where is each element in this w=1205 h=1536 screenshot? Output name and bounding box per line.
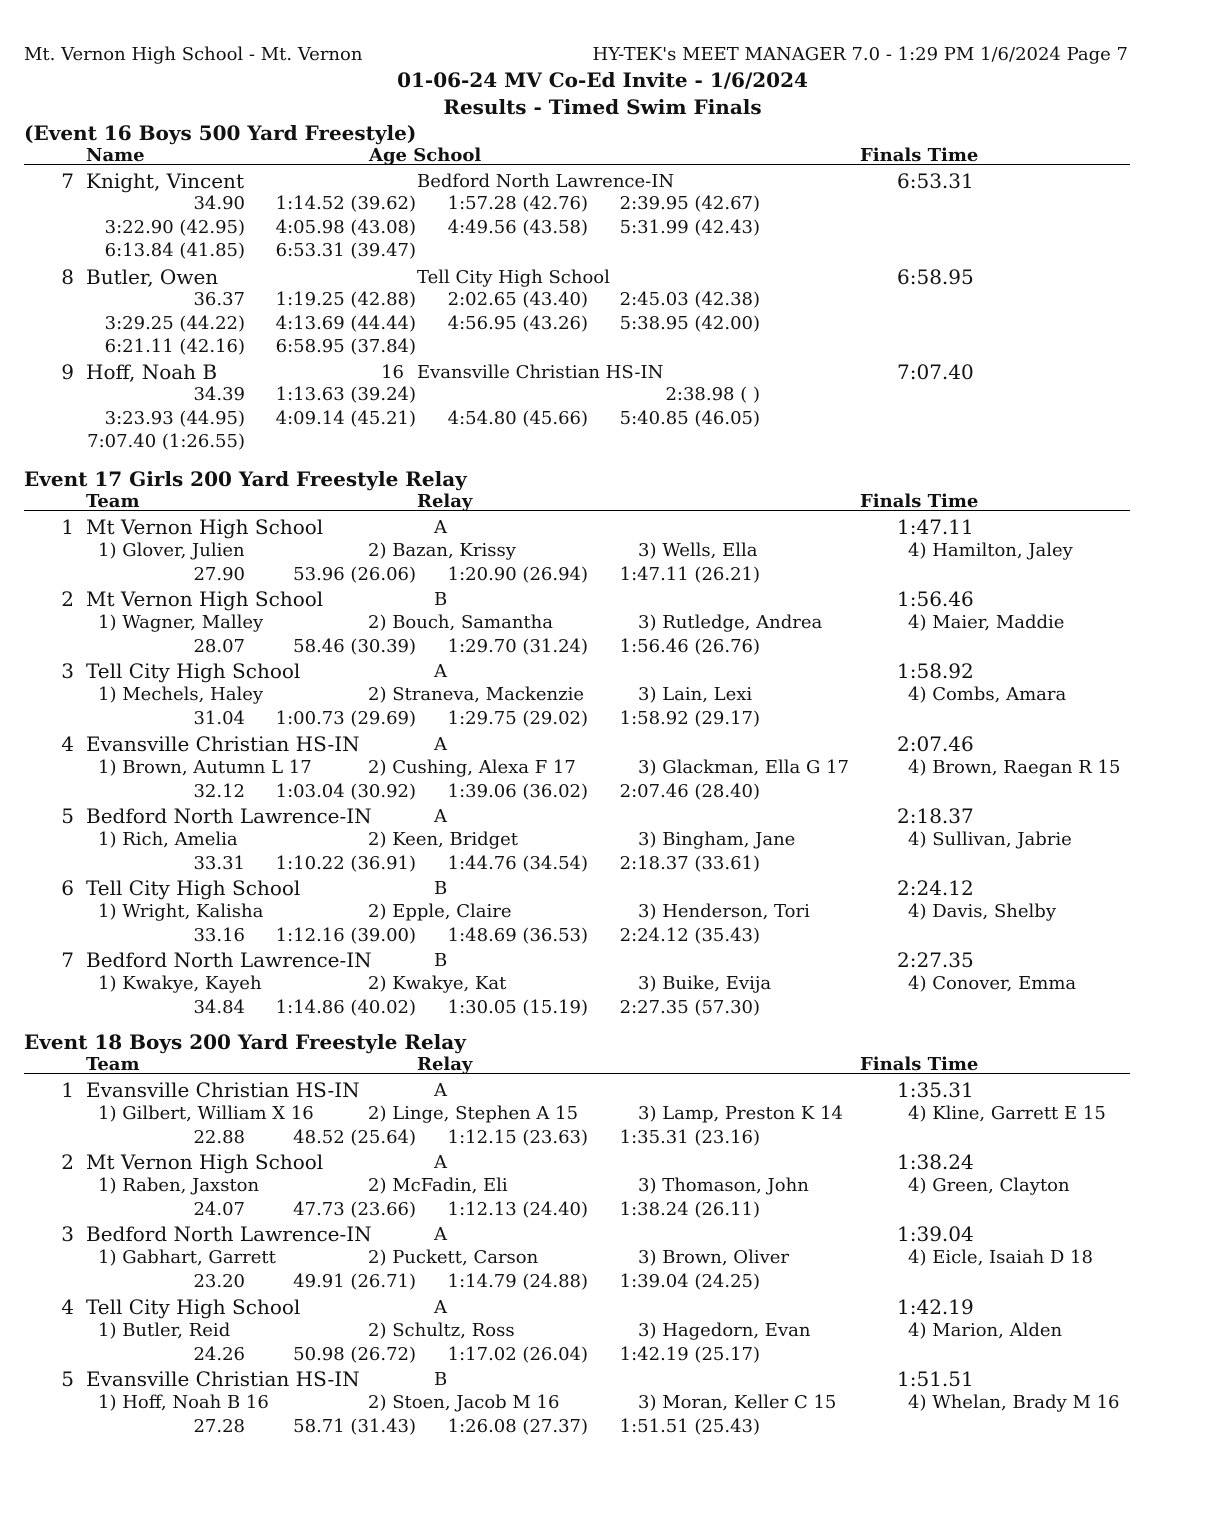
split-time: 3:22.90 (42.95) <box>104 216 245 238</box>
relay-swimmer: 3) Lamp, Preston K 14 <box>638 1103 843 1124</box>
split-time: 1:14.86 (40.02) <box>275 997 416 1019</box>
finals-time: 1:56.46 <box>897 587 974 612</box>
relay-swimmer: 4) Davis, Shelby <box>908 901 1056 922</box>
split-time: 1:47.11 (26.21) <box>619 564 760 585</box>
team-name: Evansville Christian HS-IN <box>86 1078 360 1102</box>
split-time: 1:03.04 (30.92) <box>275 780 416 802</box>
relay-swimmer: 2) Bazan, Krissy <box>368 540 516 561</box>
place: 7 <box>61 169 74 193</box>
relay-letter: B <box>434 1368 448 1390</box>
split-time: 24.07 <box>193 1199 245 1221</box>
split-time: 6:58.95 (37.84) <box>275 336 416 357</box>
col-finals-header: Finals Time <box>860 491 979 512</box>
finals-time: 7:07.40 <box>897 360 974 384</box>
split-time: 2:24.12 (35.43) <box>619 925 760 946</box>
split-time: 5:31.99 (42.43) <box>619 216 760 238</box>
relay-swimmer: 1) Glover, Julien <box>98 540 245 561</box>
place: 5 <box>61 1366 74 1391</box>
split-time: 2:45.03 (42.38) <box>619 289 760 310</box>
split-time: 3:29.25 (44.22) <box>104 312 245 334</box>
relay-swimmer: 4) Combs, Amara <box>908 684 1067 706</box>
relay-swimmer: 1) Raben, Jaxston <box>98 1175 260 1197</box>
finals-time: 1:58.92 <box>897 659 974 684</box>
split-time: 5:40.85 (46.05) <box>619 407 760 429</box>
relay-letter: B <box>434 878 448 899</box>
place: 1 <box>61 1078 74 1102</box>
split-time: 2:27.35 (57.30) <box>619 997 760 1019</box>
relay-swimmer: 3) Henderson, Tori <box>638 901 810 922</box>
split-time: 1:35.31 (23.16) <box>619 1127 760 1148</box>
split-time: 1:56.46 (26.76) <box>619 636 760 658</box>
col-age-school-header: Age School <box>369 145 482 166</box>
split-time: 50.98 (26.72) <box>293 1343 416 1365</box>
split-time: 5:38.95 (42.00) <box>619 312 760 334</box>
relay-swimmer: 3) Moran, Keller C 15 <box>638 1391 837 1413</box>
relay-letter: B <box>434 950 448 972</box>
place: 5 <box>61 803 74 828</box>
relay-letter: A <box>434 1152 447 1174</box>
split-time: 1:29.70 (31.24) <box>447 636 588 658</box>
relay-swimmer: 1) Butler, Reid <box>98 1319 231 1341</box>
split-time: 2:39.95 (42.67) <box>619 193 760 214</box>
split-time: 1:39.06 (36.02) <box>447 780 588 802</box>
split-time: 27.90 <box>193 564 245 585</box>
relay-swimmer: 2) Straneva, Mackenzie <box>368 684 584 706</box>
split-time: 2:02.65 (43.40) <box>447 289 588 310</box>
col-team-header: Team <box>86 1054 140 1075</box>
split-time: 1:57.28 (42.76) <box>447 193 588 214</box>
relay-swimmer: 1) Hoff, Noah B 16 <box>98 1391 269 1413</box>
relay-swimmer: 4) Kline, Garrett E 15 <box>908 1103 1106 1124</box>
team-name: Evansville Christian HS-IN <box>86 1366 360 1391</box>
team-name: Bedford North Lawrence-IN <box>86 803 372 828</box>
split-time: 1:42.19 (25.17) <box>619 1343 760 1365</box>
split-time: 1:26.08 (27.37) <box>447 1415 588 1437</box>
place: 4 <box>61 731 74 756</box>
split-time: 1:14.79 (24.88) <box>447 1271 588 1293</box>
split-time: 48.52 (25.64) <box>293 1127 416 1148</box>
relay-swimmer: 1) Wagner, Malley <box>98 612 264 634</box>
split-time: 47.73 (23.66) <box>293 1199 416 1221</box>
split-time: 36.37 <box>193 289 245 310</box>
header-left: Mt. Vernon High School - Mt. Vernon <box>24 44 363 65</box>
split-time: 1:00.73 (29.69) <box>275 708 416 730</box>
split-time: 6:53.31 (39.47) <box>275 240 416 261</box>
meet-title: 01-06-24 MV Co-Ed Invite - 1/6/2024 <box>397 68 808 92</box>
split-time: 1:30.05 (15.19) <box>447 997 588 1019</box>
split-time: 1:20.90 (26.94) <box>447 564 588 585</box>
team-name: Mt Vernon High School <box>86 515 324 539</box>
split-time: 31.04 <box>193 708 245 730</box>
swimmer-name: Knight, Vincent <box>86 169 244 193</box>
split-time: 1:14.52 (39.62) <box>275 193 416 214</box>
relay-letter: A <box>434 805 447 827</box>
relay-swimmer: 2) Puckett, Carson <box>368 1247 539 1269</box>
relay-swimmer: 1) Kwakye, Kayeh <box>98 973 262 995</box>
team-name: Tell City High School <box>86 659 301 684</box>
split-time: 6:13.84 (41.85) <box>104 240 245 261</box>
relay-letter: A <box>434 1080 447 1101</box>
split-time: 1:39.04 (24.25) <box>619 1271 760 1293</box>
split-time: 33.16 <box>193 925 245 946</box>
finals-time: 1:39.04 <box>897 1222 974 1247</box>
split-time: 7:07.40 (1:26.55) <box>87 431 245 452</box>
relay-swimmer: 3) Brown, Oliver <box>638 1247 790 1269</box>
relay-letter: A <box>434 517 447 538</box>
relay-letter: A <box>434 733 447 755</box>
school-name: Evansville Christian HS-IN <box>417 362 664 383</box>
split-time: 22.88 <box>193 1127 245 1148</box>
relay-swimmer: 4) Hamilton, Jaley <box>908 540 1073 561</box>
split-time: 1:51.51 (25.43) <box>619 1415 760 1437</box>
split-time: 1:12.16 (39.00) <box>275 925 416 946</box>
split-time: 1:29.75 (29.02) <box>447 708 588 730</box>
finals-time: 1:42.19 <box>897 1294 974 1319</box>
event-title: Event 17 Girls 200 Yard Freestyle Relay <box>24 467 467 491</box>
relay-swimmer: 1) Rich, Amelia <box>98 828 238 850</box>
finals-time: 1:47.11 <box>897 515 974 539</box>
relay-swimmer: 3) Glackman, Ella G 17 <box>638 756 849 778</box>
split-time: 1:17.02 (26.04) <box>447 1343 588 1365</box>
header-rule <box>24 164 1130 165</box>
col-team-header: Team <box>86 491 140 512</box>
place: 1 <box>61 515 74 539</box>
finals-time: 1:51.51 <box>897 1366 974 1391</box>
place: 6 <box>61 876 74 900</box>
swimmer-age: 16 <box>381 362 404 383</box>
finals-time: 2:18.37 <box>897 803 974 828</box>
split-time: 58.71 (31.43) <box>293 1415 416 1437</box>
split-time: 4:49.56 (43.58) <box>447 216 588 238</box>
relay-letter: B <box>434 589 448 611</box>
split-time: 1:13.63 (39.24) <box>275 384 416 405</box>
place: 2 <box>61 587 74 612</box>
relay-swimmer: 2) Stoen, Jacob M 16 <box>368 1391 560 1413</box>
split-time: 4:54.80 (45.66) <box>447 407 588 429</box>
relay-swimmer: 4) Whelan, Brady M 16 <box>908 1391 1120 1413</box>
split-time: 58.46 (30.39) <box>293 636 416 658</box>
header-rule <box>24 510 1130 511</box>
relay-swimmer: 4) Brown, Raegan R 15 <box>908 756 1121 778</box>
school-name: Bedford North Lawrence-IN <box>417 171 675 192</box>
place: 9 <box>61 360 74 384</box>
split-time: 1:19.25 (42.88) <box>275 289 416 310</box>
col-name-header: Name <box>86 145 145 166</box>
relay-swimmer: 3) Bingham, Jane <box>638 828 796 850</box>
place: 4 <box>61 1294 74 1319</box>
split-time: 1:44.76 (34.54) <box>447 852 588 874</box>
split-time: 53.96 (26.06) <box>293 564 416 585</box>
finals-time: 1:35.31 <box>897 1078 974 1102</box>
relay-swimmer: 1) Wright, Kalisha <box>98 901 264 922</box>
event-title: Event 18 Boys 200 Yard Freestyle Relay <box>24 1030 466 1054</box>
split-time: 4:09.14 (45.21) <box>275 407 416 429</box>
relay-letter: A <box>434 661 447 683</box>
split-time: 4:05.98 (43.08) <box>275 216 416 238</box>
split-time: 49.91 (26.71) <box>293 1271 416 1293</box>
relay-swimmer: 2) McFadin, Eli <box>368 1175 508 1197</box>
team-name: Tell City High School <box>86 1294 301 1319</box>
swimmer-name: Hoff, Noah B <box>86 360 218 384</box>
header-rule <box>24 1073 1130 1074</box>
relay-swimmer: 3) Thomason, John <box>638 1175 809 1197</box>
place: 2 <box>61 1150 74 1175</box>
relay-swimmer: 1) Mechels, Haley <box>98 684 264 706</box>
split-time: 34.39 <box>193 384 245 405</box>
split-time: 1:12.15 (23.63) <box>447 1127 588 1148</box>
relay-swimmer: 2) Schultz, Ross <box>368 1319 515 1341</box>
team-name: Evansville Christian HS-IN <box>86 731 360 756</box>
relay-swimmer: 4) Sullivan, Jabrie <box>908 828 1072 850</box>
finals-time: 2:24.12 <box>897 876 974 900</box>
relay-swimmer: 2) Epple, Claire <box>368 901 512 922</box>
split-time: 24.26 <box>193 1343 245 1365</box>
results-title: Results - Timed Swim Finals <box>443 95 762 119</box>
split-time: 2:38.98 ( ) <box>665 384 760 405</box>
relay-swimmer: 2) Bouch, Samantha <box>368 612 553 634</box>
relay-swimmer: 4) Eicle, Isaiah D 18 <box>908 1247 1093 1269</box>
place: 7 <box>61 948 74 973</box>
relay-swimmer: 1) Gilbert, William X 16 <box>98 1103 314 1124</box>
split-time: 1:38.24 (26.11) <box>619 1199 760 1221</box>
col-finals-header: Finals Time <box>860 1054 979 1075</box>
relay-swimmer: 4) Conover, Emma <box>908 973 1077 995</box>
split-time: 34.90 <box>193 193 245 214</box>
split-time: 32.12 <box>193 780 245 802</box>
split-time: 2:18.37 (33.61) <box>619 852 760 874</box>
finals-time: 6:53.31 <box>897 169 974 193</box>
split-time: 33.31 <box>193 852 245 874</box>
relay-letter: A <box>434 1224 447 1246</box>
finals-time: 2:27.35 <box>897 948 974 973</box>
relay-letter: A <box>434 1296 447 1318</box>
split-time: 6:21.11 (42.16) <box>104 336 245 357</box>
place: 3 <box>61 1222 74 1247</box>
split-time: 2:07.46 (28.40) <box>619 780 760 802</box>
place: 3 <box>61 659 74 684</box>
team-name: Bedford North Lawrence-IN <box>86 948 372 973</box>
team-name: Mt Vernon High School <box>86 1150 324 1175</box>
swimmer-name: Butler, Owen <box>86 265 219 289</box>
relay-swimmer: 4) Marion, Alden <box>908 1319 1063 1341</box>
finals-time: 1:38.24 <box>897 1150 974 1175</box>
relay-swimmer: 2) Keen, Bridget <box>368 828 519 850</box>
place: 8 <box>61 265 74 289</box>
relay-swimmer: 1) Brown, Autumn L 17 <box>98 756 312 778</box>
split-time: 23.20 <box>193 1271 245 1293</box>
relay-swimmer: 3) Rutledge, Andrea <box>638 612 823 634</box>
relay-swimmer: 2) Kwakye, Kat <box>368 973 507 995</box>
col-relay-header: Relay <box>417 1054 473 1075</box>
relay-swimmer: 4) Maier, Maddie <box>908 612 1065 634</box>
split-time: 28.07 <box>193 636 245 658</box>
split-time: 4:13.69 (44.44) <box>275 312 416 334</box>
col-finals-header: Finals Time <box>860 145 979 166</box>
relay-swimmer: 3) Hagedorn, Evan <box>638 1319 811 1341</box>
split-time: 1:58.92 (29.17) <box>619 708 760 730</box>
school-name: Tell City High School <box>417 267 610 288</box>
split-time: 4:56.95 (43.26) <box>447 312 588 334</box>
col-relay-header: Relay <box>417 491 473 512</box>
finals-time: 6:58.95 <box>897 265 974 289</box>
team-name: Tell City High School <box>86 876 301 900</box>
relay-swimmer: 4) Green, Clayton <box>908 1175 1070 1197</box>
split-time: 1:48.69 (36.53) <box>447 925 588 946</box>
split-time: 34.84 <box>193 997 245 1019</box>
team-name: Mt Vernon High School <box>86 587 324 612</box>
finals-time: 2:07.46 <box>897 731 974 756</box>
relay-swimmer: 2) Cushing, Alexa F 17 <box>368 756 576 778</box>
event-title: (Event 16 Boys 500 Yard Freestyle) <box>24 121 417 145</box>
relay-swimmer: 2) Linge, Stephen A 15 <box>368 1103 579 1124</box>
split-time: 27.28 <box>193 1415 245 1437</box>
split-time: 1:10.22 (36.91) <box>275 852 416 874</box>
split-time: 3:23.93 (44.95) <box>104 407 245 429</box>
team-name: Bedford North Lawrence-IN <box>86 1222 372 1247</box>
relay-swimmer: 1) Gabhart, Garrett <box>98 1247 276 1269</box>
relay-swimmer: 3) Wells, Ella <box>638 540 758 561</box>
header-right: HY-TEK's MEET MANAGER 7.0 - 1:29 PM 1/6/2024 Page 7 <box>592 44 1128 65</box>
relay-swimmer: 3) Lain, Lexi <box>638 684 753 706</box>
split-time: 1:12.13 (24.40) <box>447 1199 588 1221</box>
relay-swimmer: 3) Buike, Evija <box>638 973 772 995</box>
